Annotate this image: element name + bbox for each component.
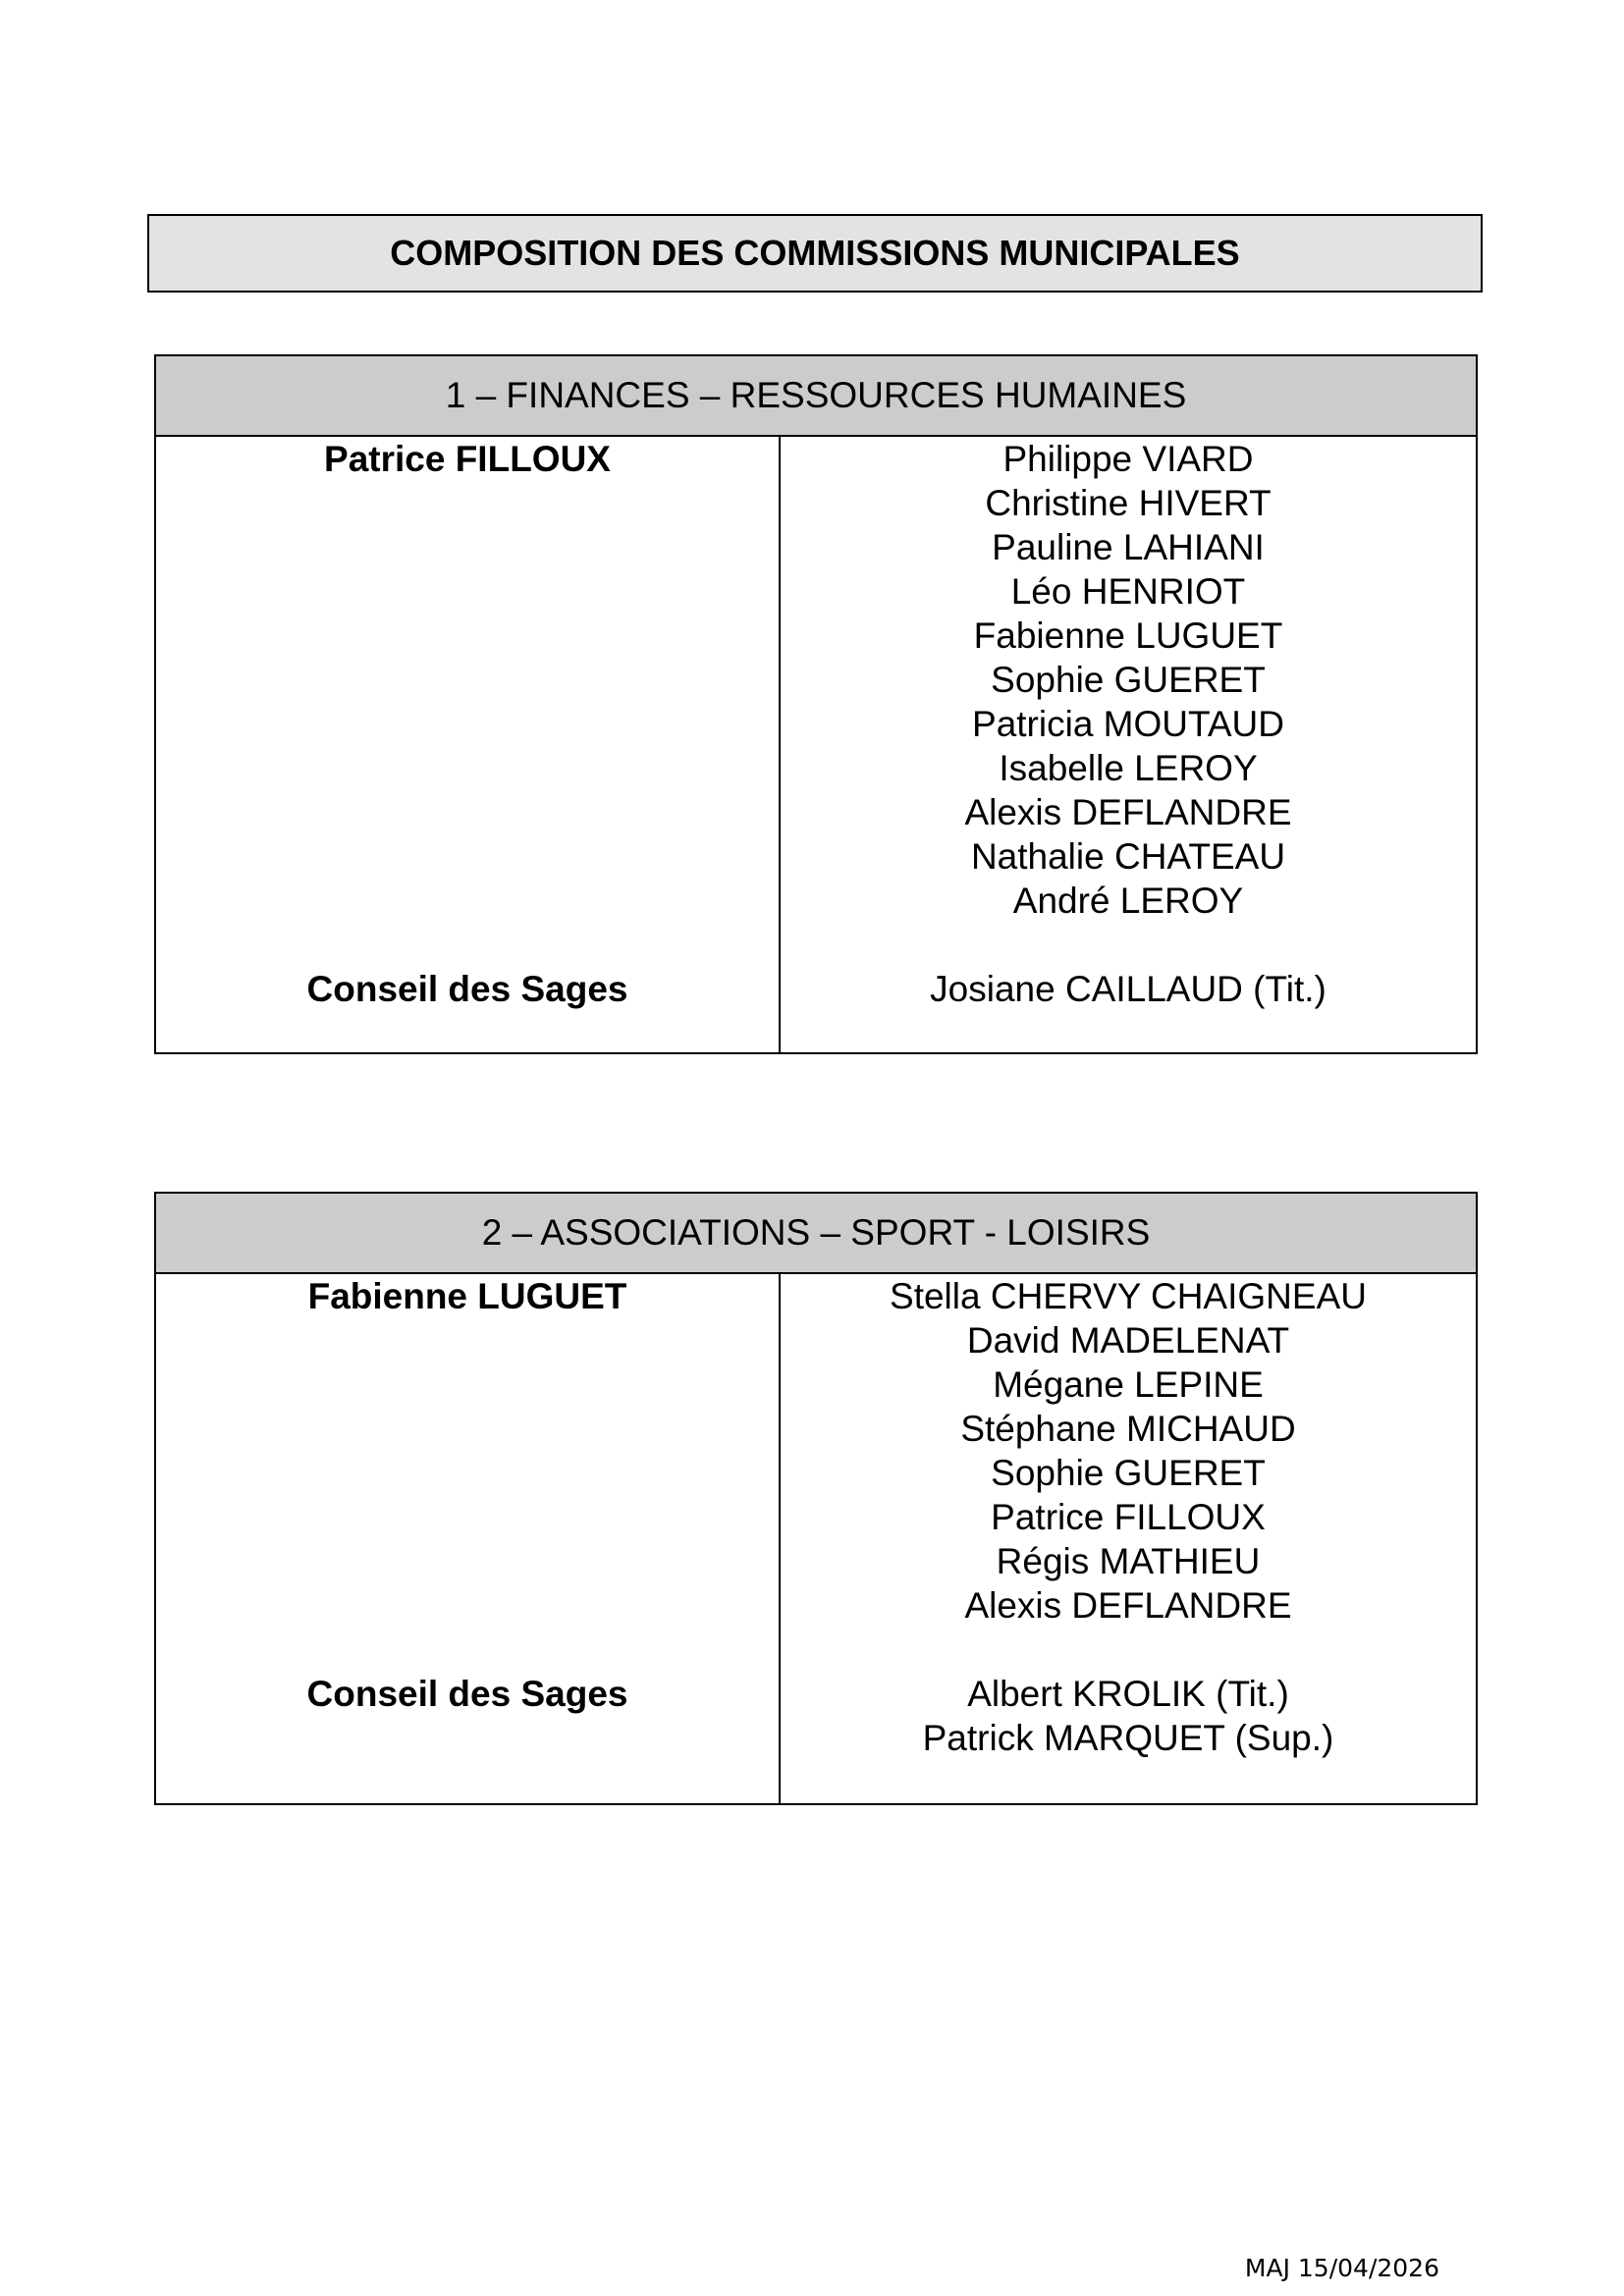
member-name: Régis MATHIEU <box>996 1541 1261 1581</box>
commission-president: Fabienne LUGUET <box>307 1276 627 1316</box>
conseil-des-sages-label: Conseil des Sages <box>306 969 628 1009</box>
member-name: David MADELENAT <box>966 1320 1290 1361</box>
member-name: Christine HIVERT <box>985 483 1272 523</box>
conseil-des-sages-label: Conseil des Sages <box>306 1674 628 1714</box>
member-name: Mégane LEPINE <box>993 1364 1264 1405</box>
document-title: COMPOSITION DES COMMISSIONS MUNICIPALES <box>147 214 1483 293</box>
member-name: Léo HENRIOT <box>1010 571 1246 612</box>
commission-body <box>156 1274 1476 1803</box>
commission-associations <box>154 1192 1478 1805</box>
member-list <box>781 1274 1476 1628</box>
member-name: André LEROY <box>1012 881 1244 921</box>
sages-member-list <box>781 967 1476 1011</box>
commission-header: 2 – ASSOCIATIONS – SPORT - LOISIRS <box>156 1194 1476 1274</box>
commission-president: Patrice FILLOUX <box>324 439 611 479</box>
member-name: Alexis DEFLANDRE <box>964 792 1292 832</box>
member-name: Sophie GUERET <box>991 1453 1266 1493</box>
member-name: Stéphane MICHAUD <box>960 1409 1296 1449</box>
member-name: Stella CHERVY CHAIGNEAU <box>890 1276 1367 1316</box>
member-name: Sophie GUERET <box>991 660 1266 700</box>
sages-member-name: Patrick MARQUET (Sup.) <box>922 1718 1334 1758</box>
sages-member-name: Albert KROLIK (Tit.) <box>967 1674 1289 1714</box>
commission-right-column <box>781 437 1476 1052</box>
update-date: MAJ 15/04/2026 <box>1244 2254 1439 2282</box>
sages-member-name: Josiane CAILLAUD (Tit.) <box>930 969 1326 1009</box>
member-name: Patrice FILLOUX <box>991 1497 1266 1537</box>
commission-left-column <box>156 437 781 1052</box>
member-name: Pauline LAHIANI <box>992 527 1265 567</box>
member-name: Alexis DEFLANDRE <box>964 1585 1292 1626</box>
member-name: Nathalie CHATEAU <box>970 836 1286 877</box>
commission-right-column <box>781 1274 1476 1803</box>
commission-left-column <box>156 1274 781 1803</box>
commission-finances <box>154 354 1478 1054</box>
member-list <box>781 437 1476 923</box>
commission-header: 1 – FINANCES – RESSOURCES HUMAINES <box>156 356 1476 437</box>
member-name: Patricia MOUTAUD <box>972 704 1284 744</box>
sages-member-list <box>781 1672 1476 1760</box>
member-name: Philippe VIARD <box>1002 439 1254 479</box>
member-name: Fabienne LUGUET <box>973 615 1283 656</box>
member-name: Isabelle LEROY <box>999 748 1258 788</box>
commission-body <box>156 437 1476 1052</box>
